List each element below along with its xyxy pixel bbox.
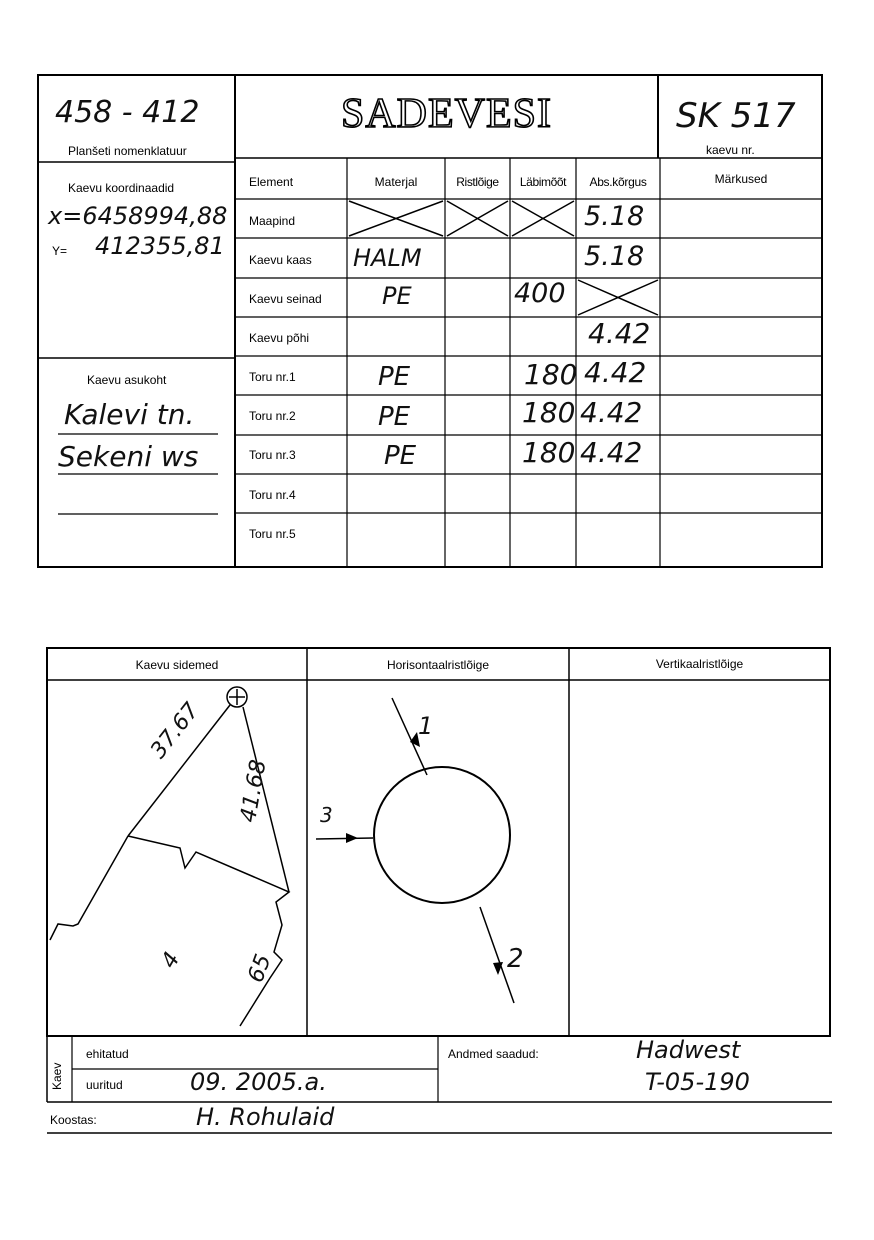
row-element: Kaevu kaas [249, 253, 312, 267]
sketch-col-horizontal: Horisontaalristlõige [386, 658, 490, 672]
row-element: Toru nr.3 [249, 448, 296, 462]
coordinate-y: 412355,81 [95, 232, 225, 260]
header-material: Materjal [374, 175, 418, 189]
coordinate-y-prefix: Y= [52, 244, 68, 258]
sketch-border [47, 648, 830, 1036]
author-label: Koostas: [50, 1113, 97, 1127]
row-height: 4.42 [580, 436, 643, 469]
author-value: H. Rohulaid [196, 1103, 335, 1131]
data-source-label: Andmed saadud: [448, 1047, 539, 1061]
header-notes: Märkused [714, 172, 768, 186]
header-diameter: Läbimõõt [519, 175, 567, 189]
house-number: 65 [243, 951, 277, 986]
row-element: Kaevu põhi [249, 331, 310, 345]
header-abs-height: Abs.kõrgus [589, 175, 647, 189]
pipe-label: 2 [507, 944, 524, 974]
row-diameter: 180 [522, 436, 576, 469]
row-element: Kaevu seinad [249, 292, 322, 306]
built-label: ehitatud [86, 1047, 129, 1061]
header-cross-section: Ristlõige [456, 175, 499, 189]
coordinates-label: Kaevu koordinaadid [68, 181, 175, 195]
coordinate-x: x=6458994,88 [48, 202, 228, 230]
row-element: Toru nr.4 [249, 488, 296, 502]
row-material: PE [384, 441, 417, 471]
sheet-number: 458 - 412 [55, 95, 200, 130]
row-height: 4.42 [588, 317, 651, 350]
row-material: PE [378, 362, 411, 392]
distance-label: 41.68 [236, 757, 272, 825]
row-element: Toru nr.5 [249, 527, 296, 541]
data-source-company: Hadwest [636, 1036, 741, 1064]
house-number: 4 [156, 948, 186, 973]
location-line-2: Sekeni ws [58, 440, 199, 473]
surveyed-label: uuritud [86, 1078, 123, 1092]
sheet-caption: Planšeti nomenklatuur [68, 144, 187, 158]
sketch-col-vertical: Vertikaalristlõige [655, 657, 744, 671]
data-source-reference: T-05-190 [645, 1068, 750, 1096]
row-element: Maapind [249, 214, 296, 228]
sketch-col-connections: Kaevu sidemed [135, 658, 219, 672]
location-line-1: Kalevi tn. [64, 398, 195, 431]
surveyed-value: 09. 2005.a. [190, 1068, 327, 1096]
row-height: 5.18 [584, 201, 645, 232]
pipe-label: 3 [320, 803, 333, 827]
well-number: SK 517 [676, 96, 796, 136]
row-material: PE [378, 402, 411, 432]
row-diameter: 400 [514, 278, 566, 309]
form-title: SADEVESI [340, 91, 552, 137]
well-caption: kaevu nr. [706, 143, 755, 157]
row-element: Toru nr.1 [249, 370, 296, 384]
row-diameter: 180 [524, 358, 578, 391]
row-material: HALM [353, 244, 422, 272]
row-diameter: 180 [522, 396, 576, 429]
footer-kaev: Kaev [50, 1062, 64, 1090]
row-height: 5.18 [584, 241, 645, 272]
header-element: Element [249, 175, 294, 189]
location-label: Kaevu asukoht [87, 373, 167, 387]
distance-label: 37.67 [146, 698, 205, 764]
row-element: Toru nr.2 [249, 409, 296, 423]
horizontal-section [316, 698, 514, 1003]
row-material: PE [382, 282, 412, 310]
row-height: 4.42 [584, 356, 647, 389]
pipe-label: 1 [418, 712, 434, 740]
row-height: 4.42 [580, 396, 643, 429]
